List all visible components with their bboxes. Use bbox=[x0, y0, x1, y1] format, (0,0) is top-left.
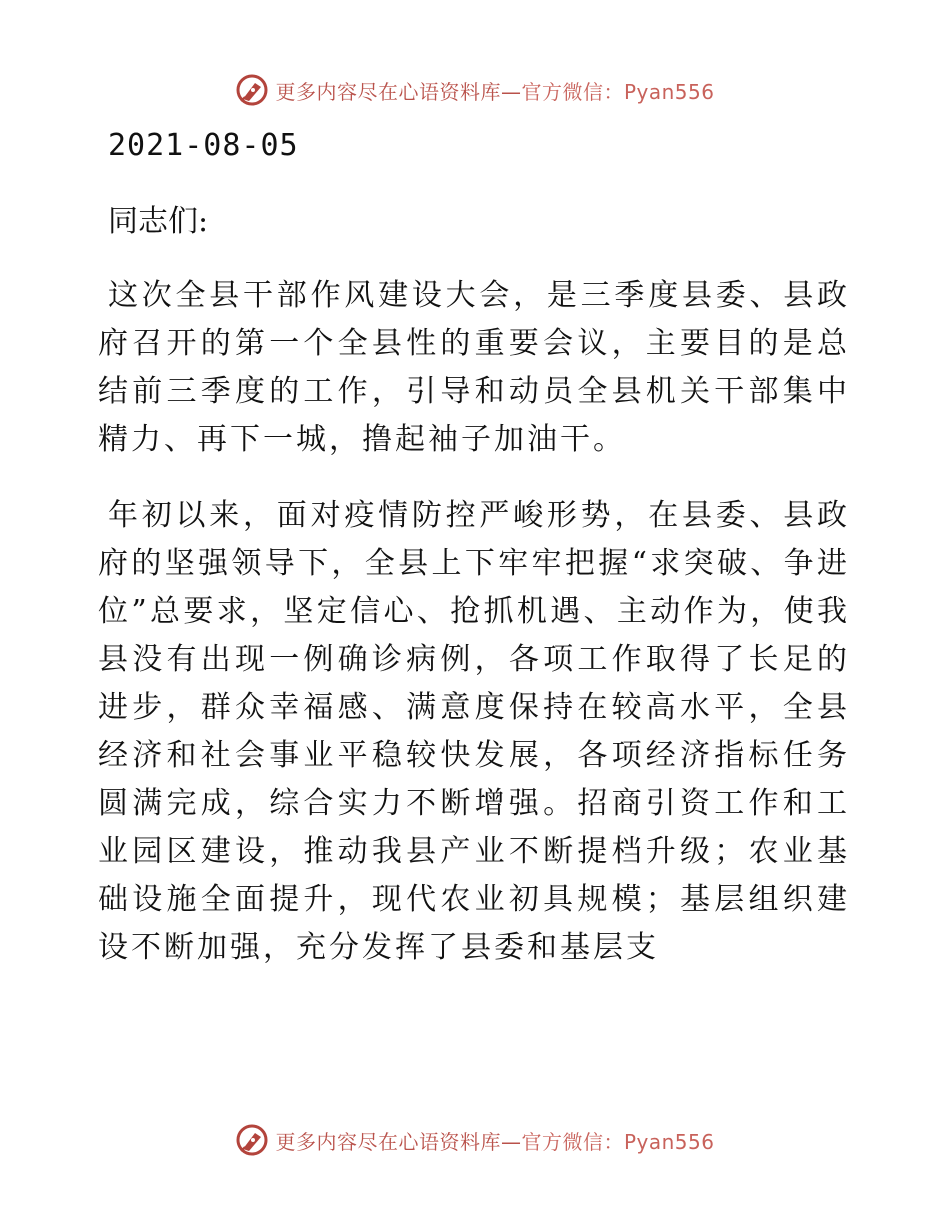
document-greeting: 同志们: bbox=[108, 204, 209, 239]
banner-wechat: 官方微信：Pyan556 bbox=[521, 1129, 715, 1154]
pen-nib-logo-icon bbox=[235, 1123, 269, 1157]
banner-text bbox=[275, 1126, 714, 1155]
paragraph-1: 这次全县干部作风建设大会，是三季度县委、县政府召开的第一个全县性的重要会议，主要目的是总结前三季度的工作，引导和动员全县机关干部集中精力、再下一城，撸起袖子加油干。 bbox=[98, 278, 850, 457]
pen-nib-logo-icon bbox=[235, 73, 269, 107]
paragraph-2: 年初以来，面对疫情防控严峻形势，在县委、县政府的坚强领导下，全县上下牢牢把握“求突破、争进位”总要求，坚定信心、抢抓机遇、主动作为，使我县没有出现一例确诊病例，各项工作取得了长足的进步，群众幸福感、满意度保持在较高水平，全县经济和社会事业平稳较快发展，各项经济指标任务圆满完成，综合实力不断增强。招商引资工作和工业园区建设，推动我县产业不断提档升级；农业基础设施全面提升，现代农业初具规模；基层组织建设不断加强，充分发挥了县委和基层支 bbox=[98, 498, 850, 965]
document-body bbox=[98, 126, 850, 972]
document-date: 2021-08-05 bbox=[108, 128, 299, 163]
banner-wechat: 官方微信：Pyan556 bbox=[521, 79, 715, 104]
header-banner bbox=[0, 70, 950, 110]
footer-banner bbox=[0, 1120, 950, 1160]
banner-site-name: 更多内容尽在心语资料库 bbox=[275, 79, 501, 104]
banner-text bbox=[275, 76, 714, 105]
banner-dash: — bbox=[500, 1129, 522, 1154]
banner-dash: — bbox=[500, 79, 522, 104]
banner-site-name: 更多内容尽在心语资料库 bbox=[275, 1129, 501, 1154]
